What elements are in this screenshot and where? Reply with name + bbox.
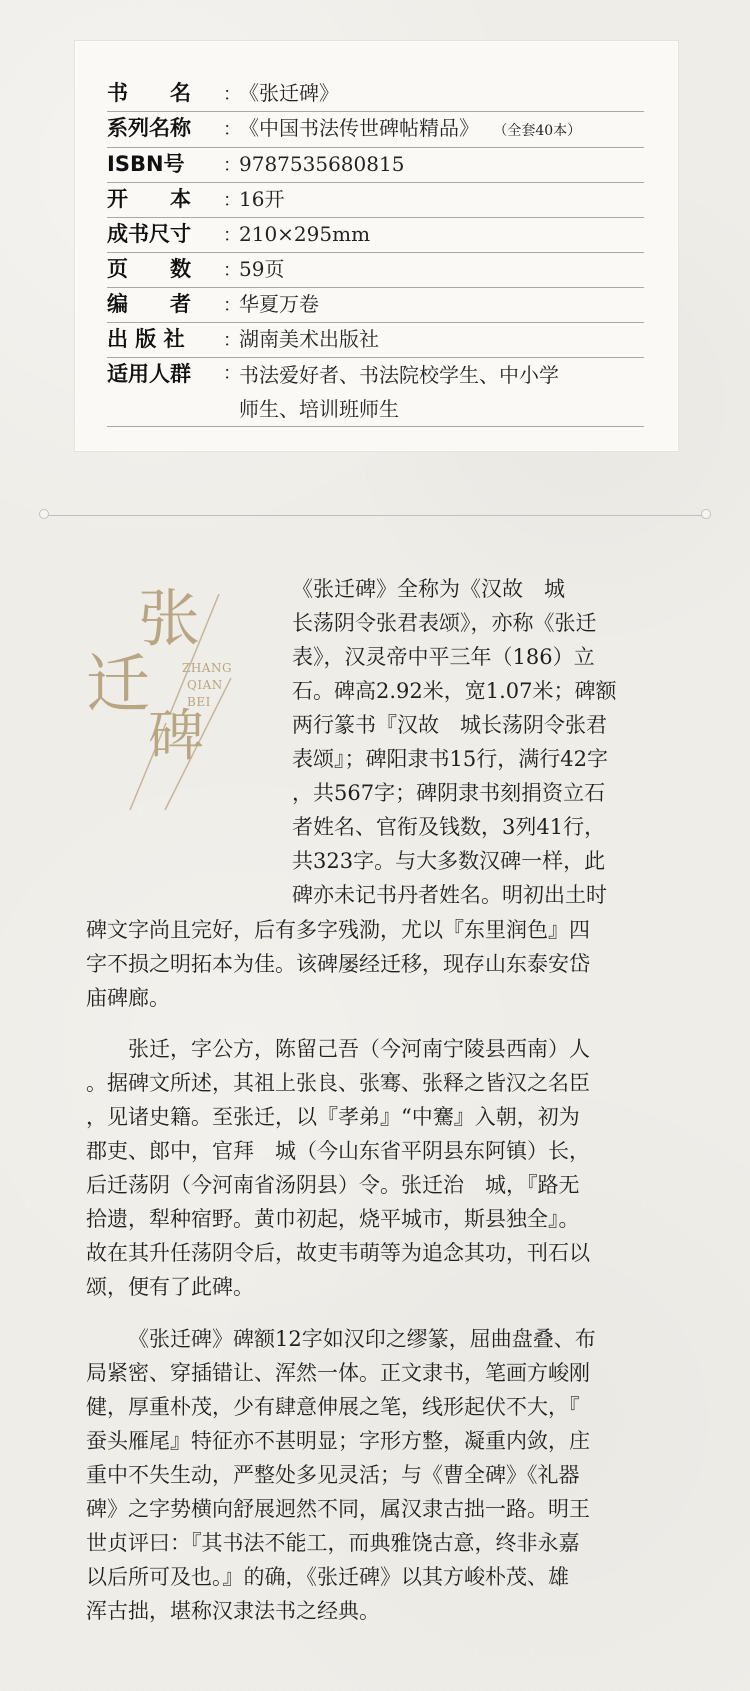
intro-paragraph-right bbox=[292, 572, 688, 912]
body-line: 故在其升任荡阴令后，故吏韦萌等为追念其功，刊石以 bbox=[86, 1241, 590, 1265]
pinyin-line: QIAN bbox=[187, 678, 223, 692]
colon: ： bbox=[223, 260, 241, 281]
info-value: 210×295mm bbox=[239, 222, 371, 246]
body-line: 。据碑文所述，其祖上张良、张骞、张释之皆汉之名臣 bbox=[86, 1071, 590, 1095]
info-value: 湖南美术出版社 bbox=[239, 327, 379, 351]
info-label: 编 者 bbox=[107, 292, 191, 316]
book-info-card bbox=[74, 40, 679, 452]
intro-line: 表》，汉灵帝中平三年（186）立 bbox=[292, 645, 595, 669]
body-line: 蚕头雁尾』特征亦不甚明显；字形方整，凝重内敛，庄 bbox=[86, 1429, 590, 1453]
body-line: 《张迁碑》碑额12字如汉印之缪篆，屈曲盘叠、布 bbox=[128, 1327, 596, 1351]
intro-line: 庙碑廊。 bbox=[86, 986, 170, 1010]
colon: ： bbox=[223, 295, 241, 316]
info-label: 书 名 bbox=[107, 81, 191, 105]
info-value bbox=[239, 112, 644, 147]
intro-line: 者姓名、官衔及钱数，3列41行， bbox=[292, 815, 606, 839]
pinyin-line: ZHANG bbox=[182, 661, 233, 675]
info-value bbox=[239, 358, 644, 426]
intro-line: 《张迁碑》全称为《汉故 城 bbox=[292, 577, 565, 601]
info-value: 9787535680815 bbox=[239, 152, 405, 176]
intro-line: 字不损之明拓本为佳。该碑屡经迁移，现存山东泰安岱 bbox=[86, 952, 590, 976]
body-line: 世贞评曰：『其书法不能工，而典雅饶古意，终非永嘉 bbox=[86, 1531, 580, 1555]
info-row-editor bbox=[107, 288, 644, 323]
info-row-title bbox=[107, 77, 644, 112]
body-line: 张迁，字公方，陈留己吾（今河南宁陵县西南）人 bbox=[128, 1037, 590, 1061]
body-line: 颂，便有了此碑。 bbox=[86, 1275, 254, 1299]
intro-line: 碑文字尚且完好，后有多字残泐，尤以『东里润色』四 bbox=[86, 918, 590, 942]
colon: ： bbox=[223, 84, 241, 105]
info-row-pages bbox=[107, 253, 644, 288]
intro-line: 碑亦未记书丹者姓名。明初出土时 bbox=[292, 883, 607, 907]
audience-line: 师生、培训班师生 bbox=[239, 397, 399, 421]
section-divider bbox=[44, 515, 706, 516]
info-row-series bbox=[107, 112, 644, 148]
biography-paragraph bbox=[86, 1032, 690, 1304]
body-line: 碑》之字势横向舒展迥然不同，属汉隶古拙一路。明王 bbox=[86, 1497, 590, 1521]
colon: ： bbox=[223, 155, 241, 176]
intro-line: ，共567字；碑阴隶书刻捐资立石 bbox=[292, 781, 606, 805]
colon: ： bbox=[223, 119, 241, 140]
intro-line: 两行篆书『汉故 城长荡阴令张君 bbox=[292, 713, 607, 737]
title-calligraphy bbox=[86, 588, 246, 818]
series-note: （全套40本） bbox=[493, 123, 582, 139]
info-value: 16开 bbox=[239, 187, 285, 211]
info-row-size bbox=[107, 218, 644, 253]
info-value: 59页 bbox=[239, 257, 285, 281]
info-label: 页 数 bbox=[107, 257, 191, 281]
book-info-table bbox=[107, 77, 644, 427]
intro-line: 表颂』；碑阳隶书15行，满行42字 bbox=[292, 747, 608, 771]
title-char-qian: 迁 bbox=[86, 648, 150, 722]
body-line: 拾遗，犁种宿野。黄巾初起，烧平城市，斯县独全』。 bbox=[86, 1207, 580, 1231]
info-row-audience bbox=[107, 358, 644, 427]
body-line: 健，厚重朴茂，少有肆意伸展之笔，线形起伏不大，『 bbox=[86, 1395, 580, 1419]
colon: ： bbox=[223, 190, 241, 211]
intro-line: 长荡阴令张君表颂》，亦称《张迁 bbox=[292, 611, 597, 635]
info-value: 《张迁碑》 bbox=[239, 81, 339, 105]
intro-line: 共323字。与大多数汉碑一样，此 bbox=[292, 849, 606, 873]
info-value: 华夏万卷 bbox=[239, 292, 319, 316]
divider-dot-right bbox=[701, 509, 711, 519]
colon: ： bbox=[223, 225, 241, 246]
audience-line: 书法爱好者、书法院校学生、中小学 bbox=[239, 363, 559, 387]
intro-paragraph-full bbox=[86, 913, 688, 1015]
style-paragraph bbox=[86, 1322, 690, 1628]
colon: ： bbox=[223, 330, 241, 351]
divider-dot-left bbox=[39, 509, 49, 519]
body-line: ，见诸史籍。至张迁，以『孝弟』“中騫』入朝，初为 bbox=[86, 1105, 580, 1129]
title-char-zhang: 张 bbox=[138, 588, 201, 655]
info-label: 开 本 bbox=[107, 187, 191, 211]
info-label: 出 版 社 bbox=[107, 327, 185, 351]
title-char-bei: 碑 bbox=[148, 704, 204, 769]
body-line: 浑古拙，堪称汉隶法书之经典。 bbox=[86, 1599, 380, 1623]
info-row-isbn bbox=[107, 148, 644, 183]
colon: ： bbox=[223, 363, 241, 384]
pinyin-line: BEI bbox=[187, 695, 211, 709]
info-label: ISBN号 bbox=[107, 152, 185, 176]
title-calligraphy-art bbox=[86, 588, 246, 818]
body-line: 后迁荡阴（今河南省汤阴县）令。张迁治 城，『路无 bbox=[86, 1173, 580, 1197]
body-line: 郡吏、郎中，官拜 城（今山东省平阴县东阿镇）长， bbox=[86, 1139, 590, 1163]
body-line: 局紧密、穿插错让、浑然一体。正文隶书，笔画方峻刚 bbox=[86, 1361, 590, 1385]
intro-line: 石。碑高2.92米，宽1.07米；碑额 bbox=[292, 679, 617, 703]
info-row-publisher bbox=[107, 323, 644, 358]
body-line: 重中不失生动，严整处多见灵活；与《曹全碑》《礼器 bbox=[86, 1463, 580, 1487]
info-label: 成书尺寸 bbox=[107, 222, 191, 246]
info-row-format bbox=[107, 183, 644, 218]
body-line: 以后所可及也。』的确，《张迁碑》以其方峻朴茂、雄 bbox=[86, 1565, 569, 1589]
info-label: 系列名称 bbox=[107, 116, 191, 140]
series-name: 《中国书法传世碑帖精品》 bbox=[239, 116, 479, 140]
info-label: 适用人群 bbox=[107, 362, 191, 386]
